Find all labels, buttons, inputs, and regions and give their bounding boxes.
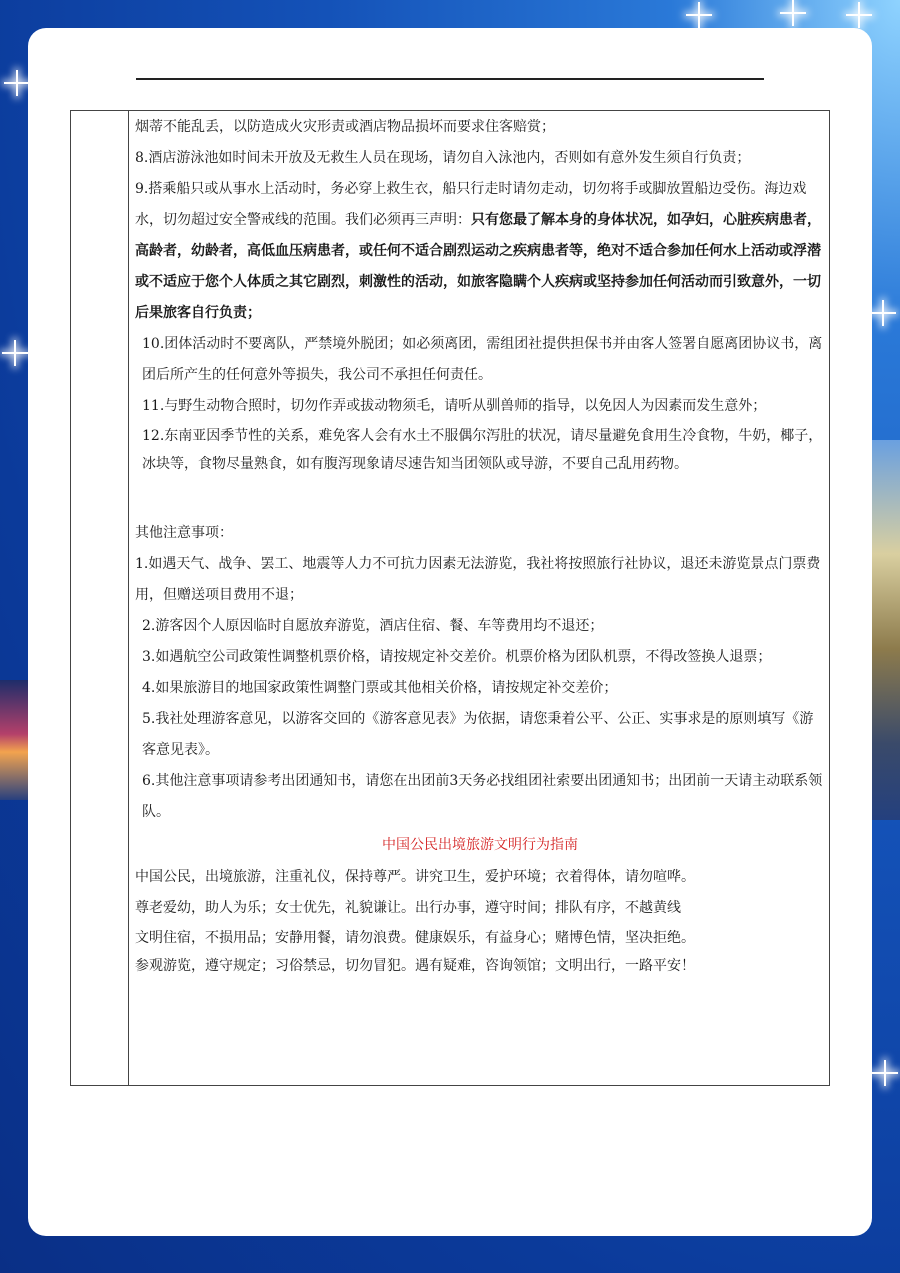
sparkle-icon — [4, 70, 30, 96]
list-item: 2.游客因个人原因临时自愿放弃游览，酒店住宿、餐、车等费用均不退还； — [142, 618, 604, 634]
note-paragraph: 烟蒂不能乱丢，以防造成火灾形责或酒店物品损坏而要求住客赔赏； — [135, 119, 555, 135]
table-column-divider — [128, 111, 129, 1085]
guide-title: 中国公民出境旅游文明行为指南 — [382, 837, 578, 853]
note-paragraph — [135, 174, 825, 329]
sparkle-icon — [2, 340, 28, 366]
note-paragraph: 11.与野生动物合照时，切勿作弄或拔动物须毛，请听从驯兽师的指导，以免因人为因素而发生意外； — [142, 398, 767, 414]
guide-line: 中国公民，出境旅游，注重礼仪，保持尊严。讲究卫生，爱护环境；衣着得体，请勿喧哗。 — [135, 869, 695, 885]
sparkle-icon — [870, 300, 896, 326]
sparkle-icon — [686, 2, 712, 28]
guide-line: 参观游览，遵守规定；习俗禁忌，切勿冒犯。遇有疑难，咨询领馆；文明出行，一路平安！ — [135, 958, 695, 974]
list-item: 4.如果旅游目的地国家政策性调整门票或其他相关价格，请按规定补交差价； — [142, 680, 618, 696]
spacer — [135, 478, 825, 518]
list-item: 6.其他注意事项请参考出团通知书，请您在出团前3天务必找组团社索要出团通知书；出团前一天请主动联系领队。 — [142, 773, 823, 820]
header-rule — [136, 78, 764, 80]
guide-line: 文明住宿，不损用品；安静用餐，请勿浪费。健康娱乐，有益身心；赌博色情，坚决拒绝。 — [135, 930, 695, 946]
list-item: 1.如遇天气、战争、罢工、地震等人力不可抗力因素无法游览，我社将按照旅行社协议，退还未游览景点门票费用，但赠送项目费用不退； — [135, 556, 821, 603]
note-paragraph: 12.东南亚因季节性的关系，难免客人会有水土不服偶尔泻肚的状况，请尽量避免食用生冷食物，牛奶，椰子，冰块等，食物尽量熟食，如有腹泻现象请尽速告知当团领队或导游，不要自己乱用药物。 — [142, 428, 823, 472]
sparkle-icon — [846, 2, 872, 28]
note-paragraph: 8.酒店游泳池如时间未开放及无救生人员在现场，请勿自入泳池内，否则如有意外发生须自行负责； — [135, 150, 751, 166]
city-skyline-right — [868, 440, 900, 820]
note-bold-warning: 只有您最了解本身的身体状况，如孕妇，心脏疾病患者，高龄者，幼龄者，高低血压病患者，或任何不适合剧烈运动之疾病患者等，绝对不适合参加任何水上活动或浮潜或不适应于您个人体质之其它剧烈，刺激性的活动，如旅客隐瞒个人疾病或坚持参加任何活动而引致意外，一切后果旅客自行负责； — [135, 212, 821, 321]
list-item: 3.如遇航空公司政策性调整机票价格，请按规定补交差价。机票价格为团队机票，不得改签换人退票； — [142, 649, 772, 665]
notes-content — [135, 112, 825, 980]
sparkle-icon — [780, 0, 806, 26]
note-paragraph: 10.团体活动时不要离队，严禁境外脱团；如必须离团，需组团社提供担保书并由客人签署自愿离团协议书，离团后所产生的任何意外等损失，我公司不承担任何责任。 — [142, 336, 823, 383]
list-item: 5.我社处理游客意见，以游客交回的《游客意见表》为依据，请您秉着公平、公正、实事求是的原则填写《游客意见表》。 — [142, 711, 814, 758]
note-text: 9.搭乘船只或从事水上活动时，务必穿上救生衣，船只行走时请勿走动，切勿将手或脚放置船边受伤。海边戏水，切勿超过安全警戒线的范围。我们必须再三声明： — [135, 181, 807, 228]
guide-line: 尊老爱幼，助人为乐；女士优先，礼貌谦让。出行办事，遵守时间；排队有序，不越黄线 — [135, 900, 681, 916]
sparkle-icon — [872, 1060, 898, 1086]
section-title: 其他注意事项： — [135, 525, 233, 541]
